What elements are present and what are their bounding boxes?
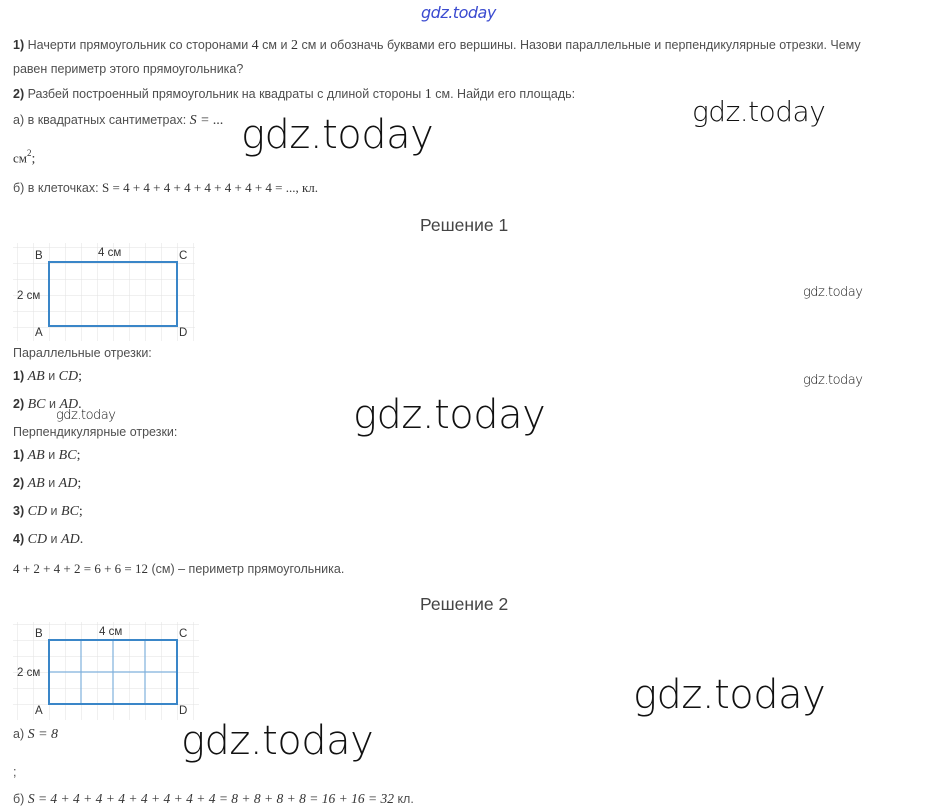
watermark: gdz.today (633, 672, 826, 718)
task-1-number-4: 4 (251, 38, 259, 53)
task-1-number-2: 2 (290, 38, 298, 53)
task-b-expr: S = 4 + 4 + 4 + 4 + 4 + 4 + 4 + 4 = ..., кл. (102, 180, 319, 195)
punct: ; (76, 448, 81, 463)
punct: ; (77, 476, 82, 491)
answer-a-expr: S = 8 (27, 727, 59, 742)
perimeter-text: (см) – периметр прямоугольника. (151, 562, 345, 576)
watermark: gdz.today (803, 373, 863, 388)
task-line-1 (13, 38, 861, 54)
item-number: 1) (13, 369, 25, 383)
perp-item-3 (13, 504, 83, 520)
watermark: gdz.today (803, 285, 863, 300)
segment: CD (27, 532, 48, 547)
label-top-side: 4 см (99, 626, 123, 638)
item-number: 4) (13, 532, 25, 546)
solution-2-figure (13, 622, 199, 725)
segment: BC (27, 397, 46, 412)
task-a-expr: S = ... (189, 113, 224, 128)
vertex-d: D (179, 705, 188, 717)
solution-1-figure (13, 243, 195, 346)
vertex-c: C (179, 628, 188, 640)
perp-item-1 (13, 448, 80, 464)
item-number: 1) (13, 448, 25, 462)
task-a-label: а) в квадратных сантиметрах: (13, 113, 187, 127)
task-2-text-b: см. Найди его площадь: (435, 87, 576, 101)
segment: AD (59, 397, 79, 412)
task-1-text-c: см и обозначь буквами его вершины. Назови параллельные и перпендикулярные отрезки. Чему (301, 38, 861, 52)
segment: CD (58, 369, 79, 384)
task-unit-line (13, 148, 35, 167)
watermark: gdz.today (56, 408, 116, 423)
vertex-c: C (179, 250, 188, 262)
unit-sup: 2 (27, 148, 32, 158)
answer-b-label: б) (13, 792, 25, 806)
vertex-a: A (35, 327, 43, 339)
unit-semicolon: ; (31, 151, 36, 167)
unit-cm: см (13, 150, 27, 166)
solution-2-b-line (13, 791, 414, 807)
conjunction: и (50, 532, 58, 546)
task-1-text-a: Начерти прямоугольник со сторонами (27, 38, 249, 52)
segment: AD (61, 532, 80, 547)
vertex-b: B (35, 250, 43, 262)
task-2-number: 2) (13, 87, 25, 101)
vertex-b: B (35, 628, 43, 640)
item-number: 2) (13, 397, 25, 411)
parallel-item-1 (13, 369, 82, 385)
solution-1-title: Решение 1 (420, 215, 509, 235)
segment: BC (58, 448, 77, 463)
segment: BC (61, 504, 79, 519)
punct: ; (78, 369, 83, 384)
task-1-text-b: см и (262, 38, 288, 52)
watermark: gdz.today (353, 392, 546, 438)
rectangle-drawing-1 (13, 243, 195, 341)
solution-2-semicolon: ; (13, 765, 17, 779)
watermark: gdz.today (181, 718, 374, 764)
label-left-side: 2 см (17, 667, 41, 679)
perimeter-expr: 4 + 2 + 4 + 2 = 6 + 6 = 12 (13, 561, 148, 576)
task-b-label: б) в клеточках: (13, 181, 99, 195)
vertex-d: D (179, 327, 188, 339)
task-b-line (13, 180, 318, 196)
segment: AD (58, 476, 78, 491)
watermark: gdz.today (692, 95, 826, 128)
solution-2-title: Решение 2 (420, 594, 509, 614)
task-line-3 (13, 87, 575, 103)
answer-b-unit: кл. (397, 792, 414, 806)
segment: AB (27, 476, 45, 491)
punct: . (79, 532, 84, 547)
rectangle-drawing-2 (13, 622, 199, 720)
parallel-title: Параллельные отрезки: (13, 346, 152, 360)
task-line-2: равен периметр этого прямоугольника? (13, 62, 244, 76)
item-number: 2) (13, 476, 25, 490)
segment: CD (27, 504, 48, 519)
task-a-line (13, 113, 224, 129)
conjunction: и (48, 476, 56, 490)
segment: AB (27, 448, 45, 463)
task-2-number-1: 1 (424, 87, 432, 102)
punct: ; (78, 504, 83, 519)
item-number: 3) (13, 504, 25, 518)
watermark: gdz.today (241, 112, 434, 158)
conjunction: и (48, 369, 56, 383)
perpendicular-title: Перпендикулярные отрезки: (13, 425, 178, 439)
task-2-text-a: Разбей построенный прямоугольник на квадраты с длиной стороны (27, 87, 422, 101)
conjunction: и (48, 397, 56, 411)
answer-a-label: а) (13, 727, 25, 741)
perimeter-line (13, 561, 344, 577)
perp-item-2 (13, 476, 81, 492)
label-top-side: 4 см (98, 247, 122, 259)
conjunction: и (48, 448, 56, 462)
task-1-number: 1) (13, 38, 25, 52)
punct: . (78, 397, 82, 412)
vertex-a: A (35, 705, 43, 717)
answer-b-expr: S = 4 + 4 + 4 + 4 + 4 + 4 + 4 + 4 = 8 + 8 + 8 + 8 = 16 + 16 = 32 (27, 791, 394, 806)
site-mark: gdz.today (421, 3, 496, 22)
label-left-side: 2 см (17, 290, 41, 302)
conjunction: и (50, 504, 58, 518)
solution-2-a-line (13, 727, 58, 743)
perp-item-4 (13, 532, 83, 548)
segment: AB (27, 369, 45, 384)
